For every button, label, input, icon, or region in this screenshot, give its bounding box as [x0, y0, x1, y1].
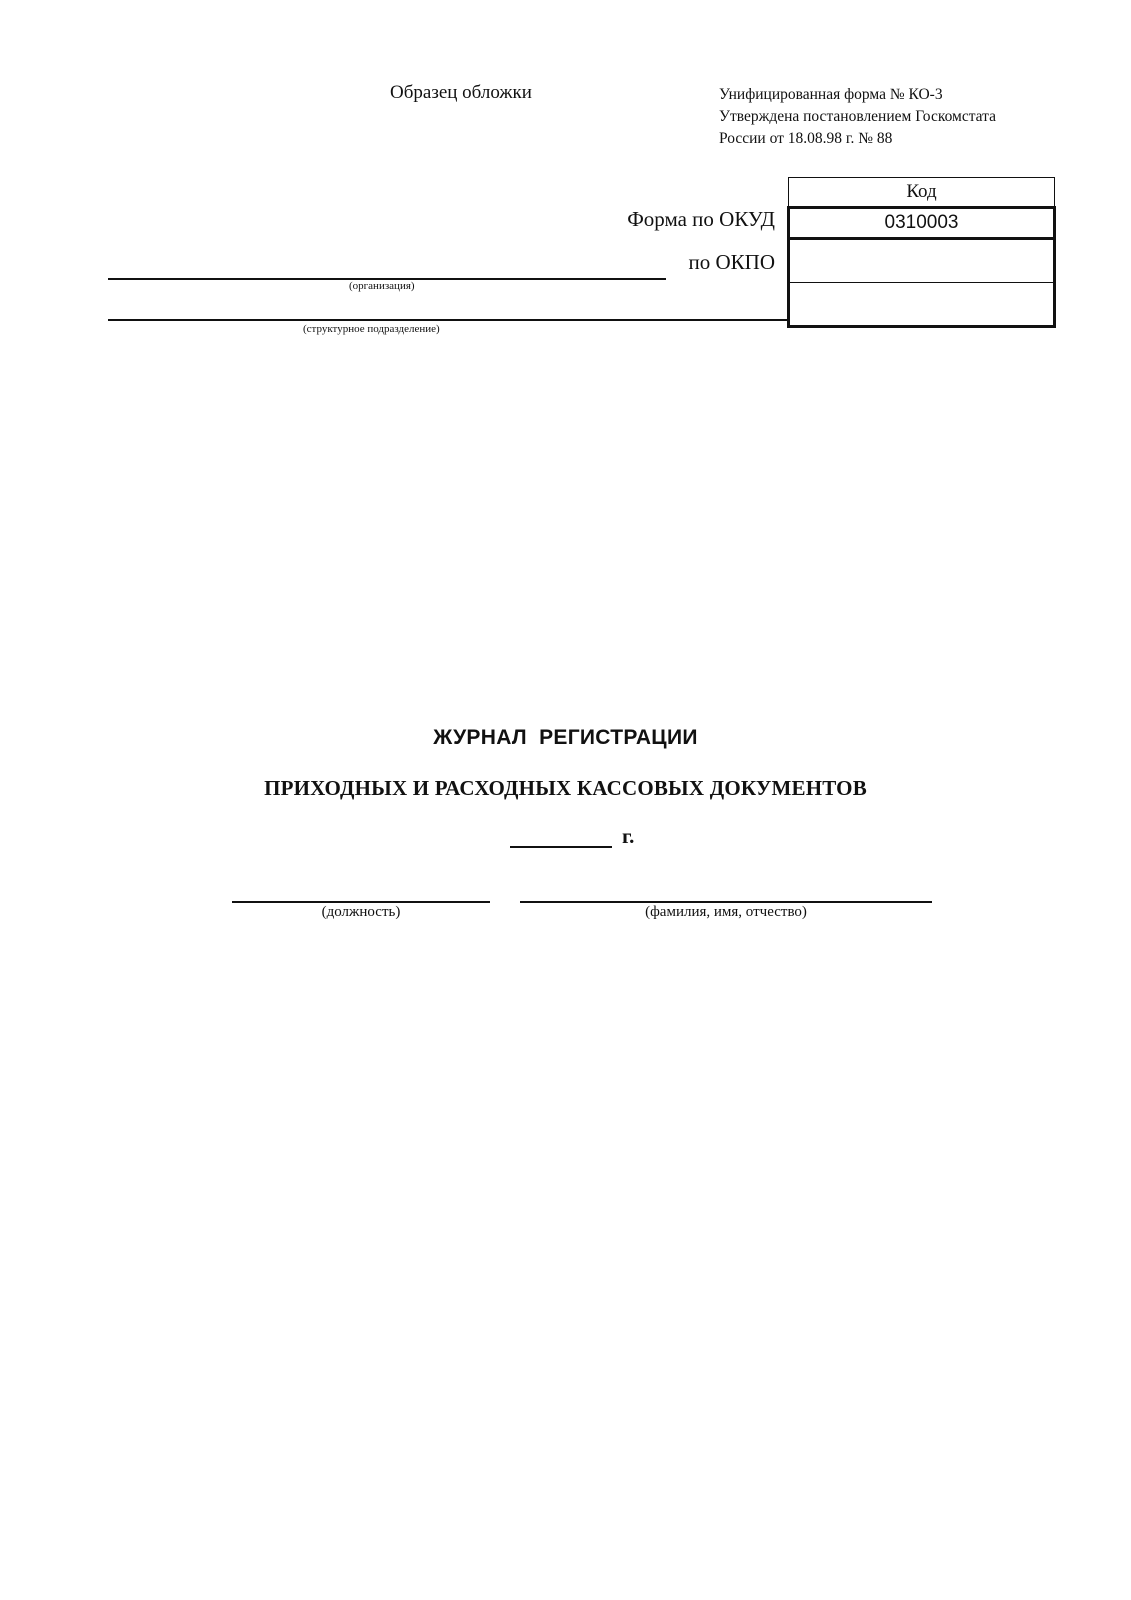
- sample-label: Образец обложки: [390, 82, 532, 103]
- code-table: [787, 177, 1056, 328]
- form-number: Унифицированная форма № КО-3: [719, 86, 943, 103]
- full-name-caption: (фамилия, имя, отчество): [645, 904, 807, 920]
- approval-block: [719, 84, 996, 150]
- journal-title: ЖУРНАЛ РЕГИСТРАЦИИ: [433, 726, 698, 749]
- journal-subtitle: ПРИХОДНЫХ И РАСХОДНЫХ КАССОВЫХ ДОКУМЕНТОВ: [264, 776, 867, 800]
- okpo-label: по ОКПО: [688, 250, 775, 274]
- full-name-line[interactable]: [520, 901, 932, 903]
- extra-code-cell[interactable]: [789, 283, 1055, 327]
- department-caption: (структурное подразделение): [303, 323, 440, 335]
- position-line[interactable]: [232, 901, 490, 903]
- year-line[interactable]: [510, 846, 612, 848]
- year-suffix: г.: [622, 824, 635, 848]
- code-header: Код: [789, 178, 1055, 208]
- department-line[interactable]: [108, 319, 788, 321]
- approved-by: Утверждена постановлением Госкомстата: [719, 108, 996, 125]
- approved-date: России от 18.08.98 г. № 88: [719, 130, 893, 147]
- position-caption: (должность): [321, 904, 401, 920]
- organization-caption: (организация): [349, 280, 415, 292]
- okpo-code-cell[interactable]: [789, 239, 1055, 283]
- okud-label: Форма по ОКУД: [627, 207, 775, 231]
- okud-code-cell: 0310003: [789, 208, 1055, 239]
